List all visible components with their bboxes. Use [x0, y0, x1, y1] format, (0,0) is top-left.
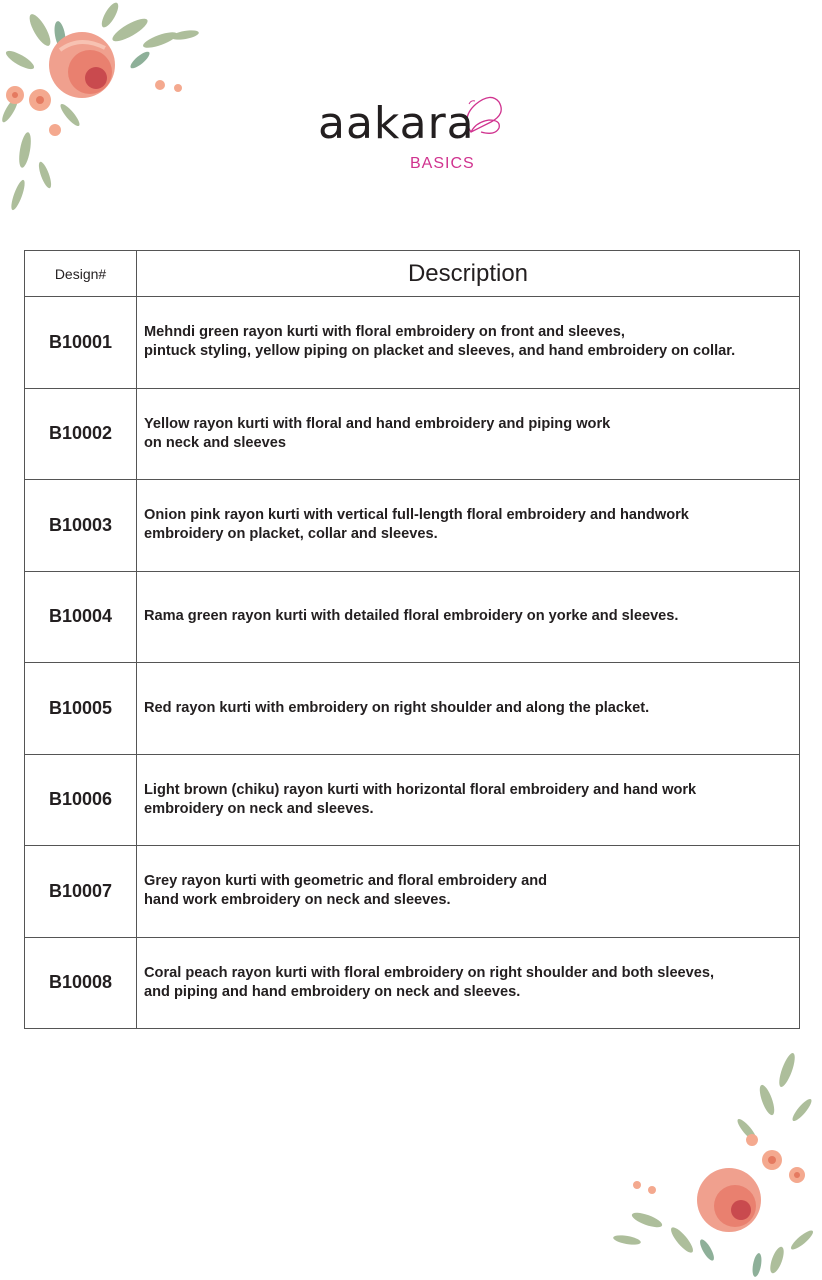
- table-row: [25, 572, 799, 664]
- floral-decoration-bottom-right: [607, 1050, 822, 1280]
- design-code: B10002: [25, 389, 137, 480]
- description-column-header: Description: [407, 260, 529, 287]
- leaf-icon: [0, 0, 199, 211]
- table-row: [25, 846, 799, 938]
- design-description: Light brown (chiku) rayon kurti with horizontal floral embroidery and hand work embroidery on neck and sleeves.: [144, 781, 697, 817]
- brand-subtitle: BASICS: [410, 155, 475, 172]
- table-header-row: [25, 251, 799, 297]
- design-code: B10008: [25, 938, 137, 1029]
- table-row: [25, 297, 799, 389]
- design-code: B10006: [25, 755, 137, 846]
- design-description: Rama green rayon kurti with detailed floral embroidery on yorke and sleeves.: [144, 608, 679, 625]
- design-code: B10005: [25, 663, 137, 754]
- design-description: Mehndi green rayon kurti with floral embroidery on front and sleeves, pintuck styling, yellow piping on placket and sleeves, and hand embroidery on collar.: [144, 324, 736, 360]
- table-row: [25, 389, 799, 481]
- table-row: [25, 938, 799, 1029]
- brand-logo: [316, 92, 516, 182]
- rose-icon: [49, 32, 115, 98]
- table-row: [25, 663, 799, 755]
- table-row: [25, 755, 799, 847]
- design-description: Red rayon kurti with embroidery on right shoulder and along the placket.: [144, 699, 650, 716]
- design-description: Onion pink rayon kurti with vertical full-length floral embroidery and handwork embroidery on placket, collar and sleeves.: [144, 507, 689, 543]
- design-description: Grey rayon kurti with geometric and floral embroidery and hand work embroidery on neck and sleeves.: [144, 873, 548, 909]
- rose-icon: [697, 1168, 761, 1232]
- design-code: B10007: [25, 846, 137, 937]
- design-description: Coral peach rayon kurti with floral embroidery on right shoulder and both sleeves, and piping and hand embroidery on neck and sleeves.: [144, 964, 715, 1000]
- design-code: B10004: [25, 572, 137, 663]
- design-code: B10001: [25, 297, 137, 388]
- design-code: B10003: [25, 480, 137, 571]
- design-table: [24, 250, 800, 1029]
- floral-decoration-top-left: [0, 0, 210, 225]
- brand-name: aakara: [318, 98, 475, 149]
- design-description: Yellow rayon kurti with floral and hand embroidery and piping work on neck and sleeves: [144, 415, 611, 451]
- leaf-icon: [613, 1051, 816, 1274]
- design-column-header: Design#: [25, 251, 137, 296]
- table-row: [25, 480, 799, 572]
